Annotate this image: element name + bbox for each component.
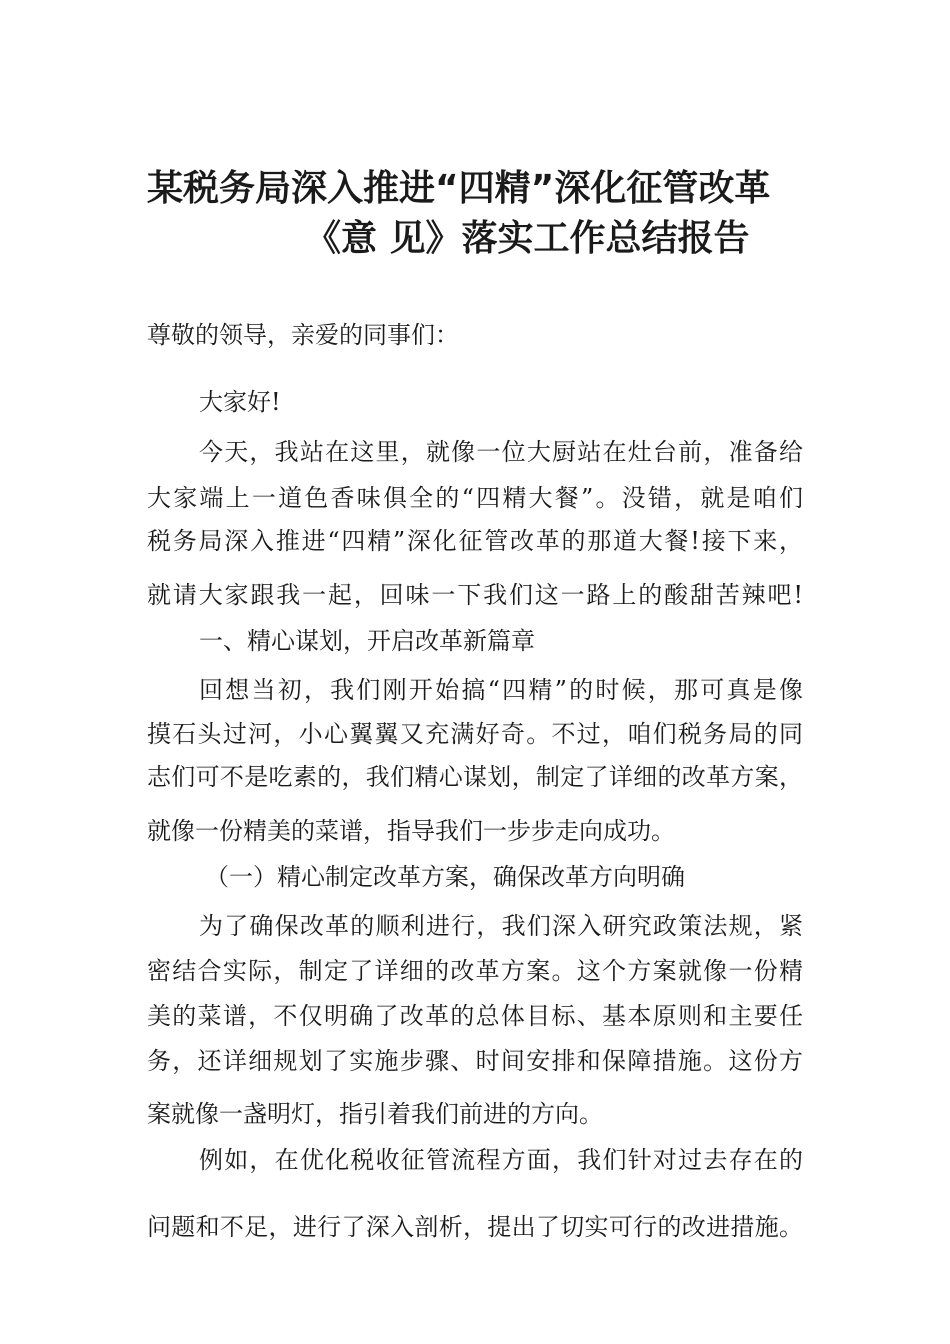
paragraph-line: 就请大家跟我一起，回味一下我们这一路上的酸甜苦辣吧! bbox=[147, 581, 803, 609]
paragraph-line: 问题和不足，进行了深入剖析，提出了切实可行的改进措施。 bbox=[147, 1213, 803, 1241]
document-title-line-2: 《意 见》落实工作总结报告 bbox=[305, 218, 750, 259]
paragraph-line: 回想当初，我们刚开始搞“四精”的时候，那可真是像 bbox=[199, 676, 803, 704]
paragraph-line: 例如，在优化税收征管流程方面，我们针对过去存在的 bbox=[199, 1146, 803, 1174]
subsection-heading: （一）精心制定改革方案，确保改革方向明确 bbox=[205, 863, 685, 891]
paragraph-line: 案就像一盏明灯，指引着我们前进的方向。 bbox=[147, 1100, 603, 1128]
paragraph-line: 密结合实际，制定了详细的改革方案。这个方案就像一份精 bbox=[147, 957, 803, 985]
section-heading: 一、精心谋划，开启改革新篇章 bbox=[199, 627, 535, 655]
paragraph-line: 今天，我站在这里，就像一位大厨站在灶台前，准备给 bbox=[199, 438, 803, 466]
paragraph-line: 摸石头过河，小心翼翼又充满好奇。不过，咱们税务局的同 bbox=[147, 720, 803, 748]
document-title-line-1: 某税务局深入推进“四精”深化征管改革 bbox=[147, 168, 771, 209]
greeting: 尊敬的领导，亲爱的同事们： bbox=[147, 321, 459, 349]
paragraph-line: 大家端上一道色香味俱全的“四精大餐”。没错，就是咱们 bbox=[147, 484, 803, 512]
paragraph-line: 务，还详细规划了实施步骤、时间安排和保障措施。这份方 bbox=[147, 1047, 803, 1075]
paragraph-line: 就像一份精美的菜谱，指导我们一步步走向成功。 bbox=[147, 817, 675, 845]
paragraph-line: 美的菜谱，不仅明确了改革的总体目标、基本原则和主要任 bbox=[147, 1002, 803, 1030]
paragraph-line: 为了确保改革的顺利进行，我们深入研究政策法规，紧 bbox=[199, 912, 803, 940]
paragraph-line: 税务局深入推进“四精”深化征管改革的那道大餐!接下来， bbox=[147, 527, 803, 555]
hello: 大家好! bbox=[199, 388, 281, 416]
paragraph-line: 志们可不是吃素的，我们精心谋划，制定了详细的改革方案， bbox=[147, 763, 803, 791]
